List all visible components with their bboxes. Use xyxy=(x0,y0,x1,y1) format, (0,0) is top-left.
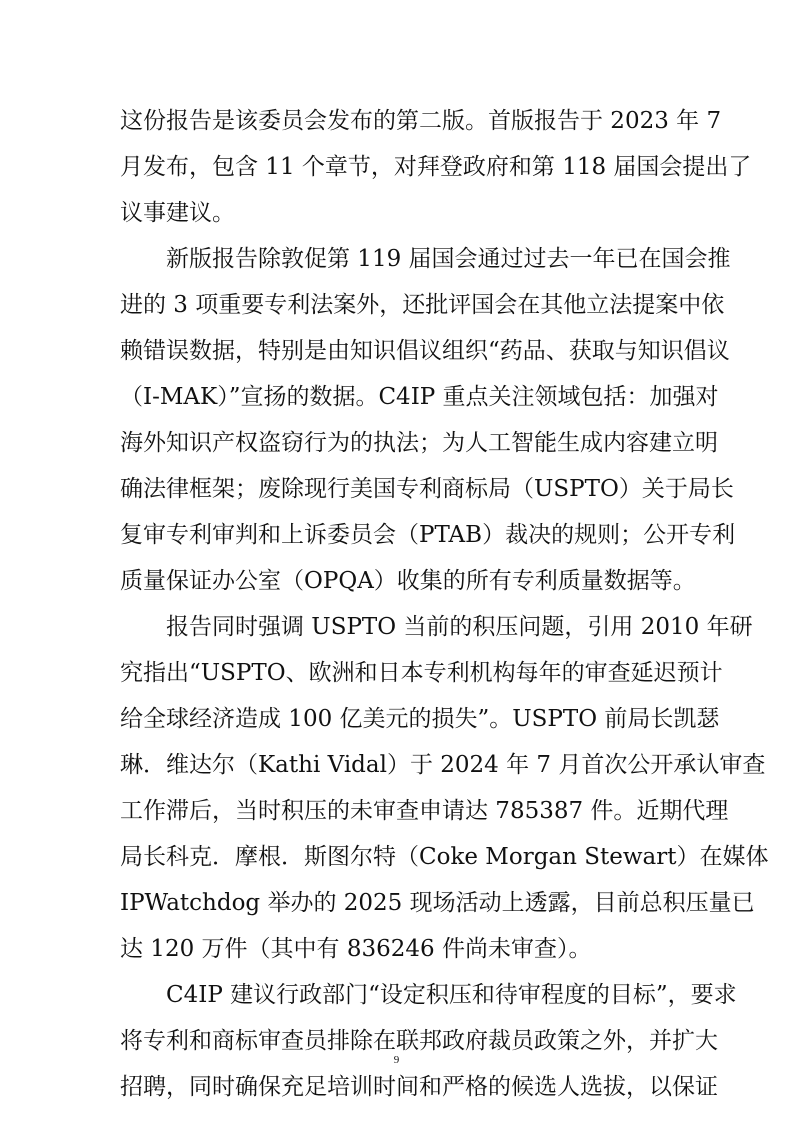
text-line-19: 达 120 万件（其中有 836246 件尚未审查）。 xyxy=(120,936,592,962)
text-line-21: 将专利和商标审查员排除在联邦政府裁员政策之外，并扩大 xyxy=(120,1028,718,1054)
text-line-9: 确法律框架；废除现行美国专利商标局（USPTO）关于局长 xyxy=(120,476,734,502)
text-line-4: 新版报告除敦促第 119 届国会通过过去一年已在国会推 xyxy=(166,246,731,272)
text-line-16: 工作滞后，当时积压的未审查申请达 785387 件。近期代理 xyxy=(120,798,729,824)
page-number: 9 xyxy=(393,1054,400,1066)
text-line-2: 月发布，包含 11 个章节，对拜登政府和第 118 届国会提出了 xyxy=(120,154,752,180)
text-line-13: 究指出“USPTO、欧洲和日本专利机构每年的审查延迟预计 xyxy=(120,660,723,686)
text-line-3: 议事建议。 xyxy=(120,200,235,226)
text-line-15: 琳．维达尔（Kathi Vidal）于 2024 年 7 月首次公开承认审查 xyxy=(120,752,766,778)
text-line-6: 赖错误数据，特别是由知识倡议组织“药品、获取与知识倡议 xyxy=(120,338,730,364)
text-line-10: 复审专利审判和上诉委员会（PTAB）裁决的规则；公开专利 xyxy=(120,522,736,548)
text-line-20: C4IP 建议行政部门“设定积压和待审程度的目标”，要求 xyxy=(166,982,737,1008)
text-line-18: IPWatchdog 举办的 2025 现场活动上透露，目前总积压量已 xyxy=(120,890,755,916)
text-line-12: 报告同时强调 USPTO 当前的积压问题，引用 2010 年研 xyxy=(166,614,753,640)
text-line-5: 进的 3 项重要专利法案外，还批评国会在其他立法提案中依 xyxy=(120,292,725,318)
text-line-7: （I-MAK）”宣扬的数据。C4IP 重点关注领域包括：加强对 xyxy=(120,384,719,410)
text-line-8: 海外知识产权盗窃行为的执法；为人工智能生成内容建立明 xyxy=(120,430,718,456)
text-line-22: 招聘，同时确保充足培训时间和严格的候选人选拔，以保证 xyxy=(120,1074,718,1100)
text-line-14: 给全球经济造成 100 亿美元的损失”。USPTO 前局长凯瑟 xyxy=(120,706,720,732)
text-line-11: 质量保证办公室（OPQA）收集的所有专利质量数据等。 xyxy=(120,568,696,594)
text-line-1: 这份报告是该委员会发布的第二版。首版报告于 2023 年 7 xyxy=(120,108,722,134)
text-line-17: 局长科克．摩根．斯图尔特（Coke Morgan Stewart）在媒体 xyxy=(120,844,769,870)
